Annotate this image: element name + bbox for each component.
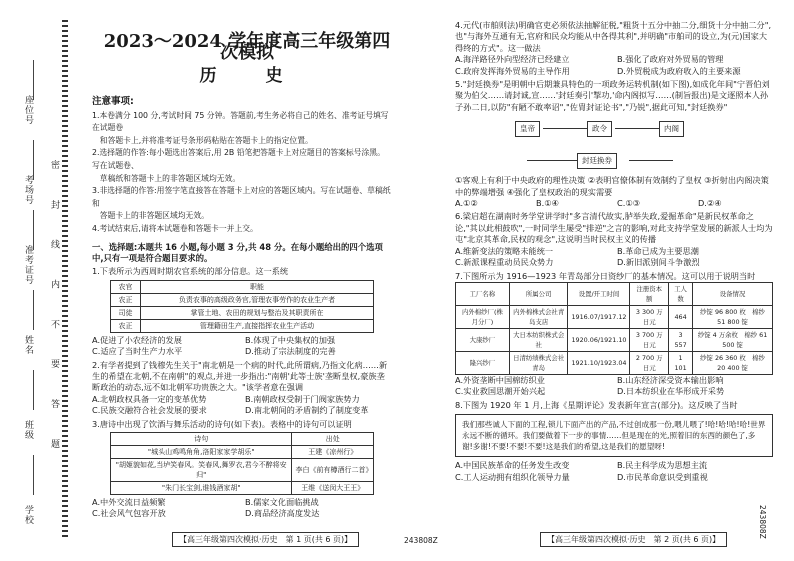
option: B.儒家文化面临挑战 — [245, 497, 319, 508]
table-header: 出处 — [292, 433, 374, 446]
table-cell: "胡姬貌如花,当垆笑春风。笑春风,舞罗衣,君今不醉将安归" — [111, 459, 292, 482]
table-header: 职能 — [140, 280, 373, 293]
option: A.①② — [455, 198, 478, 209]
table-row — [111, 459, 374, 482]
left-column — [92, 18, 392, 522]
fill-line — [33, 455, 34, 495]
question-stem: 1.下表所示为西周时期农官系统的部分信息。这一系统 — [92, 266, 289, 277]
option: B.革命已成为主要思潮 — [617, 245, 699, 256]
q2-options — [92, 394, 392, 417]
q1-table — [110, 280, 374, 333]
option: D.南北朝间的矛盾制约了制度变革 — [245, 405, 369, 416]
table-cell: 管理籍田生产,直接指挥农业生产活动 — [140, 319, 373, 332]
flow-arrow — [543, 128, 587, 129]
q7-table — [455, 282, 773, 375]
exam-code-right: 243808Z — [758, 505, 767, 539]
option: A.北朝政权具备一定的变革优势 — [92, 393, 207, 404]
table-cell: 3 300 万日元 — [630, 305, 669, 328]
table-cell: 3 700 万日元 — [630, 328, 669, 351]
table-cell: 农正 — [111, 293, 141, 306]
option: B.①④ — [536, 198, 559, 209]
option: A.海洋路径外向型经济已经建立 — [455, 54, 570, 65]
question-stem: 4.元代(市舶则法)明确官吏必须依法抽解征税,"粗货十五分中抽二分,细货十分中抽二分",也"与海外互通有无,官府和民众均能从中各得其利",并明确"市舶司的设立,为(元)国家大得终的方式"。这一做法 — [455, 20, 772, 53]
table-row — [456, 351, 773, 374]
table-cell: 王建《凉州行》 — [292, 446, 374, 459]
table-cell: 纱锭 4 万余枚 棉纱 61 500 锭 — [693, 328, 773, 351]
table-header: 注册资本额 — [630, 282, 669, 305]
page-footer-left: 【高三年级第四次模拟·历史 第 1 页(共 6 页)】 — [172, 532, 359, 547]
notice-item: 4.考试结束后,请将本试题卷和答题卡一并上交。 — [92, 223, 258, 233]
table-cell: 大日本纺织株式会社 — [509, 328, 568, 351]
table-row — [111, 482, 374, 495]
notice-item: 3.非选择题的作答:用签字笔直接答在答题卡上对应的答题区域内。写在试题卷、草稿纸和 — [92, 186, 391, 208]
fill-line — [33, 140, 34, 180]
flow-node: 封廷换券 — [577, 153, 617, 168]
table-row — [111, 446, 374, 459]
option: C.政府发挥海外贸易的主导作用 — [455, 65, 570, 76]
notice-title: 注意事项: — [92, 96, 134, 108]
question-stem: 2.有学者提到了钱穆先生关于"南北朝是一个病的时代,此所谓病,乃指文化病……新生的希望在北朝,不在南朝"的观点,并进一步指出:"南朝'此等士族'垄断皇权,豪族垄断政治的动态,远不如北朝军功贵族之大。"该学者意在强调 — [92, 359, 388, 393]
question-8 — [455, 400, 773, 483]
flow-arrow — [527, 160, 577, 161]
q5-flow-diagram — [515, 115, 715, 173]
option: B.体现了中央集权的加强 — [245, 334, 336, 345]
q8-options — [455, 460, 773, 483]
q7-options — [455, 375, 773, 398]
question-stem: 3.唐诗中出现了饮酒与舞乐活动的诗句(如下表)。表格中的诗句可以证明 — [92, 418, 352, 429]
binding-border — [62, 20, 68, 540]
table-cell: 1920.06/1921.10 — [568, 328, 630, 351]
flow-arrow — [629, 160, 673, 161]
table-header: 农官 — [111, 280, 141, 293]
right-column — [455, 18, 773, 485]
q5-options — [455, 198, 773, 209]
fill-line — [33, 60, 34, 100]
table-cell: 负责农事的高级政务官,管理农事劳作的农业生产者 — [140, 293, 373, 306]
table-header: 所属公司 — [509, 282, 568, 305]
q1-options — [92, 335, 392, 358]
q6-options — [455, 246, 773, 269]
table-cell: 隆兴纱厂 — [456, 351, 510, 374]
table-cell: 1921.10/1923.04 — [568, 351, 630, 374]
option: C.社会风气包容开放 — [92, 508, 166, 519]
table-cell: 3 557 — [669, 328, 693, 351]
option: D.日本纺织业在华形成开采势 — [617, 386, 725, 397]
table-cell: 内外棉纱厂(株月分厂) — [456, 305, 510, 328]
class-label: 班级 — [23, 420, 33, 440]
seal-warning: 密 封 线 内 不 要 答 题 — [49, 160, 59, 463]
question-6 — [455, 211, 773, 268]
table-cell: 1916.07/1917.12 — [568, 305, 630, 328]
table-cell: 日清纺绩株式会社青岛 — [509, 351, 568, 374]
table-cell: 纱锭 26 360 枚 棉纱 20 400 锭 — [693, 351, 773, 374]
option: D.②④ — [698, 198, 722, 209]
table-cell: 内外棉株式会社青岛支店 — [509, 305, 568, 328]
question-stem: 8.下图为 1920 年 1 月,上海《星期评论》发表新年宣言(部分)。这反映了当时 — [455, 399, 738, 410]
exam-code-mid: 243808Z — [404, 536, 438, 545]
table-header: 设备情况 — [693, 282, 773, 305]
table-cell: 王维《送闵大王王》 — [292, 482, 374, 495]
fill-line — [33, 210, 34, 250]
binding-sidebar — [0, 0, 62, 561]
table-cell: 1 101 — [669, 351, 693, 374]
option: B.强化了政府对外贸易的管理 — [617, 54, 724, 65]
table-row — [111, 293, 374, 306]
room-number-label: 考场号 — [23, 175, 33, 205]
option: C.适应了当时生产力水平 — [92, 346, 183, 357]
name-label: 姓名 — [23, 335, 33, 355]
table-header: 工厂名称 — [456, 282, 510, 305]
flow-node: 政令 — [587, 121, 612, 136]
q3-table — [110, 432, 374, 495]
table-cell: 李白《前有樽酒行二首》 — [292, 459, 374, 482]
option: A.促进了小农经济的发展 — [92, 334, 182, 345]
option: C.民族交融符合社会发展的要求 — [92, 405, 207, 416]
question-stem: 5."封廷换券"是明朝中后期兼具特色的一项政务运转机制(如下图),如成化年间"宁晋伯刘聚为伯父……请封诚,宣……'封廷奏引'掣功,'命内阁拟写……(制旨报出)是文逐照本人孙子孙二日,以防"有陋不敢率诏","佐胄封证论书","乃锐",据此可知,"封廷换券" — [455, 79, 770, 112]
table-cell: 大康纱厂 — [456, 328, 510, 351]
flow-arrow — [615, 128, 659, 129]
q3-options — [92, 497, 392, 520]
fill-line — [33, 370, 34, 410]
school-label: 学校 — [23, 505, 33, 525]
option: D.外贸税成为政府收入的主要来源 — [617, 65, 741, 76]
option: A.外资垄断中国棉纺织业 — [455, 374, 545, 385]
option: A.中国民族革命的任务发生改变 — [455, 460, 570, 471]
exam-title: 2023～2024 学年度高三年级第四次模拟 — [103, 31, 391, 64]
table-header: 诗句 — [111, 433, 292, 446]
page-footer-right: 【高三年级第四次模拟·历史 第 2 页(共 6 页)】 — [540, 532, 727, 547]
q5-statements: ①客观上有利于中央政府的理性决策 ②表明官僚体制有效制约了皇权 ③折射出内阁决策中的弊端增强 ④强化了皇权政治的现实需要 — [455, 175, 769, 197]
table-cell: 掌管土地、农田的规划与整治及其职责所在 — [140, 306, 373, 319]
section-one-heading: 一、选择题:本题共 16 小题,每小题 3 分,共 48 分。在每小题给出的四个选项中,只有一项是符合题目要求的。 — [92, 241, 383, 263]
question-1 — [92, 266, 392, 357]
question-stem: 6.梁启超在湖南时务学堂讲学时"多言清代故实,胪举失政,爱掘革命"是新民权革命之论,"其以此相鼓吹",一时同学生屡受"排逆"之言的影响,对此支持学堂发展的新派人士均为屯"北京其革命,民权的观念",这说明当时民权主义的传播 — [455, 211, 773, 245]
option: B.民主科学成为思想主流 — [617, 460, 708, 471]
question-3 — [92, 419, 392, 520]
option: C.新派课程重动员民众势力 — [455, 257, 554, 268]
option: D.新旧派别间斗争激烈 — [617, 257, 700, 268]
option: B.山东经济深受资本输出影响 — [617, 374, 724, 385]
table-cell: 农正 — [111, 319, 141, 332]
option: A.中外交流日益频繁 — [92, 497, 166, 508]
notice-item: 答题卡上的非答题区域均无效。 — [92, 211, 209, 221]
flow-node: 内阁 — [659, 121, 684, 136]
table-cell: 纱锭 96 800 枚 棉纱 51 800 锭 — [693, 305, 773, 328]
fill-line — [33, 290, 34, 330]
table-header: 设置/开工时间 — [568, 282, 630, 305]
option: C.工人运动拥有组织化领导力量 — [455, 471, 570, 482]
notice-item: 和答题卡上,并将准考证号条形码粘贴在答题卡上的指定位置。 — [92, 135, 313, 145]
question-stem: 7.下图所示为 1916—1923 年青岛部分日资纱厂的基本情况。这可以用于说明当时 — [455, 270, 756, 281]
table-cell: 464 — [669, 305, 693, 328]
flow-node: 皇帝 — [515, 121, 540, 136]
table-row — [111, 319, 374, 332]
option: A.维新变法的策略未能统一 — [455, 245, 554, 256]
table-row — [456, 328, 773, 351]
table-row — [111, 306, 374, 319]
option: D.商品经济高度发达 — [245, 508, 320, 519]
option: D.市民革命意识受到重视 — [617, 471, 708, 482]
notice-section — [92, 96, 392, 235]
option: B.南朝政权受制于门阀家族势力 — [245, 393, 360, 404]
option: C.实业救国思潮开始兴起 — [455, 386, 546, 397]
table-cell: "朱门长宝剑,谁钱酒家胡" — [111, 482, 292, 495]
notice-item: 草稿纸和答题卡上的非答题区域均无效。 — [92, 173, 241, 183]
question-4 — [455, 20, 773, 77]
q8-quote-box: 我们那些诚人下面的工程,锁儿下面产出的产品,不过创成那一份,喂儿喂了!哈!哈!哈!哈!世界永远不断的循环。我们要做着下一步的事情……但是现在的光,照着旧的东西的颜色了,多谢!多谢!不要!不要!不要!这是我们的希望,这是我们的愿望呀! — [455, 414, 773, 457]
notice-item: 1.本卷满分 100 分,考试时间 75 分钟。答题前,考生务必将自己的姓名、准考证号填写在试题卷 — [92, 110, 389, 133]
seat-number-label: 座位号 — [23, 95, 33, 125]
table-cell: 2 700 万日元 — [630, 351, 669, 374]
option: D.推动了宗法制度的完善 — [245, 346, 336, 357]
question-7 — [455, 271, 773, 398]
table-header: 工人数 — [669, 282, 693, 305]
q4-options — [455, 54, 773, 77]
exam-number-label: 准考证号 — [23, 245, 33, 285]
question-5 — [455, 79, 773, 209]
question-2 — [92, 360, 392, 417]
notice-item: 2.选择题的作答:每小题选出答案后,用 2B 铅笔把答题卡上对应题目的答案标号涂黑。写在试题卷、 — [92, 148, 385, 170]
table-cell: "城头山鸡鸣角角,洛阳家家学胡乐" — [111, 446, 292, 459]
option: C.①③ — [617, 198, 640, 209]
table-cell: 司徒 — [111, 306, 141, 319]
subject-title: 历 史 — [199, 65, 299, 86]
table-row — [456, 305, 773, 328]
